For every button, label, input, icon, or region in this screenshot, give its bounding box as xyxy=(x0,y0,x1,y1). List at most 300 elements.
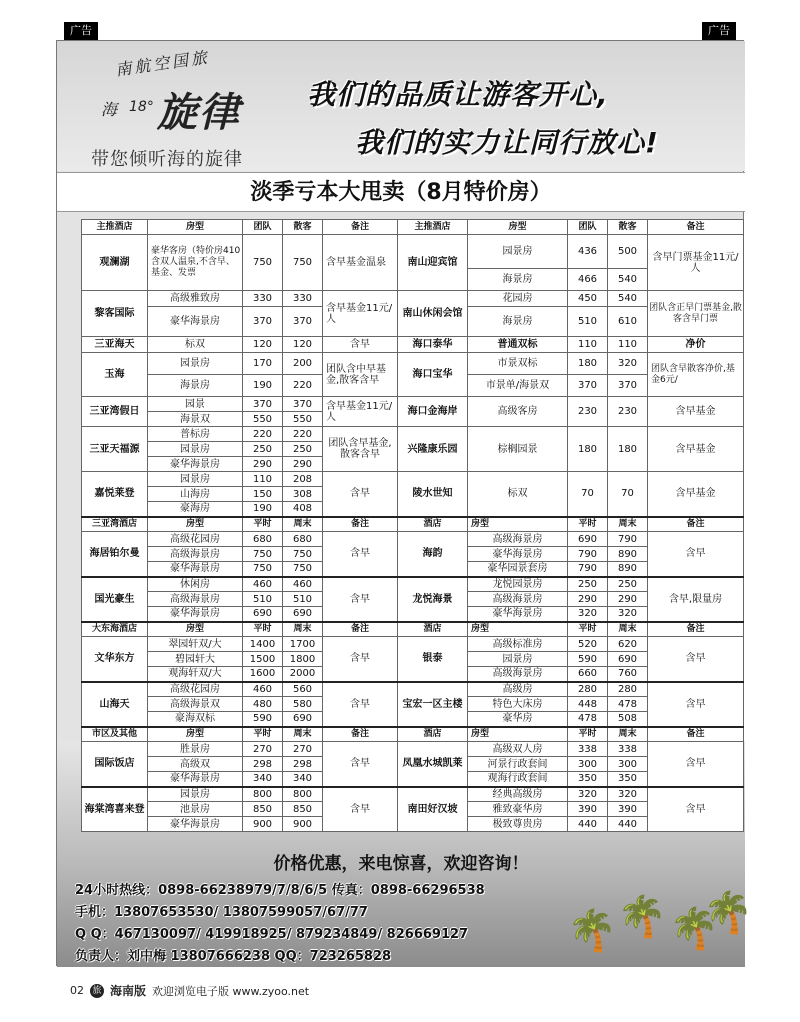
header-cell: 周末 xyxy=(283,727,323,742)
price: 690 xyxy=(283,712,323,727)
note: 含早,限量房 xyxy=(648,577,744,622)
room-type: 豪华海景房 xyxy=(148,772,243,787)
price: 370 xyxy=(243,307,283,337)
room-type: 园景房 xyxy=(468,652,568,667)
header-cell: 备注 xyxy=(323,220,398,235)
price: 350 xyxy=(608,772,648,787)
price: 590 xyxy=(568,652,608,667)
note: 含早基金11元/人 xyxy=(323,397,398,427)
table-row xyxy=(82,397,744,412)
room-type: 高级海景双 xyxy=(148,697,243,712)
room-type: 经典高级房 xyxy=(468,787,568,802)
price: 110 xyxy=(608,337,648,353)
table-row xyxy=(82,472,744,487)
hotel-name: 嘉悦莱登 xyxy=(82,472,148,517)
note: 含早 xyxy=(648,742,744,787)
header-cell: 周末 xyxy=(608,517,648,532)
header-cell: 散客 xyxy=(283,220,323,235)
room-type: 海景房 xyxy=(468,307,568,337)
hotel-name: 三亚湾假日 xyxy=(82,397,148,427)
header-cell: 平时 xyxy=(243,622,283,637)
note: 含早 xyxy=(648,787,744,832)
hotel-name: 南田好汉坡 xyxy=(398,787,468,832)
page-number: 02 xyxy=(70,984,84,997)
header-cell: 备注 xyxy=(323,517,398,532)
room-type: 翠园轩双/大 xyxy=(148,637,243,652)
header-cell: 平时 xyxy=(568,727,608,742)
hotel-name: 陵水世知 xyxy=(398,472,468,517)
room-type: 普标房 xyxy=(148,427,243,442)
price: 508 xyxy=(608,712,648,727)
price: 340 xyxy=(283,772,323,787)
header-cell: 主推酒店 xyxy=(398,220,468,235)
room-type: 园景 xyxy=(148,397,243,412)
header-cell: 备注 xyxy=(323,622,398,637)
price: 370 xyxy=(243,397,283,412)
price: 250 xyxy=(243,442,283,457)
price: 290 xyxy=(608,592,648,607)
room-type: 园景房 xyxy=(148,472,243,487)
hotel-name: 海棠湾喜来登 xyxy=(82,787,148,832)
room-type: 园景房 xyxy=(148,353,243,375)
header-cell: 散客 xyxy=(608,220,648,235)
table-row xyxy=(82,682,744,697)
hotel-name: 国光豪生 xyxy=(82,577,148,622)
hotel-name: 国际饭店 xyxy=(82,742,148,787)
header-cell: 酒店 xyxy=(398,622,468,637)
room-type: 雅致豪华房 xyxy=(468,802,568,817)
room-type: 高级标准房 xyxy=(468,637,568,652)
page-footer xyxy=(70,982,309,999)
header-cell: 备注 xyxy=(648,220,744,235)
price: 790 xyxy=(568,547,608,562)
note: 含早基金 xyxy=(648,472,744,517)
room-type: 观海轩双/大 xyxy=(148,667,243,682)
footer-website-link[interactable]: 欢迎浏览电子版 www.zyoo.net xyxy=(152,984,310,998)
room-type: 高级海景房 xyxy=(468,667,568,682)
price: 308 xyxy=(283,487,323,502)
price: 270 xyxy=(283,742,323,757)
hotel-name: 海口泰华 xyxy=(398,337,468,353)
note: 含早基金11元/人 xyxy=(323,291,398,337)
price: 890 xyxy=(608,547,648,562)
header-cell: 备注 xyxy=(648,622,744,637)
table-row xyxy=(82,577,744,592)
room-type: 豪华客房（特价房410含双人温泉,不含早、基金、发票 xyxy=(148,235,243,291)
hotel-name: 海口金海岸 xyxy=(398,397,468,427)
price: 610 xyxy=(608,307,648,337)
price: 338 xyxy=(568,742,608,757)
price: 460 xyxy=(243,682,283,697)
price: 550 xyxy=(243,412,283,427)
room-type: 豪华海景房 xyxy=(468,547,568,562)
room-type: 高级海景房 xyxy=(148,547,243,562)
contact-hotline: 24小时热线：0898-66238979/7/8/6/5 传真：0898-66296538 xyxy=(75,883,485,898)
price: 110 xyxy=(243,472,283,487)
price: 298 xyxy=(283,757,323,772)
section-header-row xyxy=(82,517,744,532)
price: 320 xyxy=(608,353,648,375)
room-type: 特色大床房 xyxy=(468,697,568,712)
palm-tree-icon: 🌴 xyxy=(669,906,719,952)
room-type: 市景双标 xyxy=(468,353,568,375)
ad-label-right: 广告 xyxy=(702,22,736,40)
room-type: 豪华海景房 xyxy=(468,607,568,622)
price: 220 xyxy=(283,427,323,442)
table-row xyxy=(82,787,744,802)
contact-manager: 负责人：刘中梅 13807666238 QQ：723265828 xyxy=(75,949,392,964)
hotel-name: 银泰 xyxy=(398,637,468,682)
price: 540 xyxy=(608,269,648,291)
hotel-name: 南山迎宾馆 xyxy=(398,235,468,291)
price: 1700 xyxy=(283,637,323,652)
price: 460 xyxy=(243,577,283,592)
header-cell: 平时 xyxy=(568,622,608,637)
note: 净价 xyxy=(648,337,744,353)
price: 300 xyxy=(608,757,648,772)
price: 320 xyxy=(568,787,608,802)
note: 团队含早基金,散客含早 xyxy=(323,427,398,472)
header-cell: 酒店 xyxy=(398,727,468,742)
price: 110 xyxy=(568,337,608,353)
room-type: 豪华房 xyxy=(468,712,568,727)
header-cell: 备注 xyxy=(648,727,744,742)
header-cell: 周末 xyxy=(608,727,648,742)
price: 370 xyxy=(568,375,608,397)
room-type: 碧园轩大 xyxy=(148,652,243,667)
room-type: 棕榈园景 xyxy=(468,427,568,472)
room-type: 豪海双标 xyxy=(148,712,243,727)
price: 170 xyxy=(243,353,283,375)
price: 800 xyxy=(243,787,283,802)
room-type: 市景单/海景双 xyxy=(468,375,568,397)
table-row xyxy=(82,427,744,442)
header-cell: 备注 xyxy=(648,517,744,532)
room-type: 高级花园房 xyxy=(148,532,243,547)
price: 330 xyxy=(243,291,283,307)
price: 280 xyxy=(608,682,648,697)
price: 120 xyxy=(243,337,283,353)
price: 590 xyxy=(243,712,283,727)
room-type: 高级双 xyxy=(148,757,243,772)
price: 510 xyxy=(568,307,608,337)
room-type: 豪华海景房 xyxy=(148,562,243,577)
price: 850 xyxy=(283,802,323,817)
price: 660 xyxy=(568,667,608,682)
price: 890 xyxy=(608,562,648,577)
price: 680 xyxy=(243,532,283,547)
price: 340 xyxy=(243,772,283,787)
ad-label-left: 广告 xyxy=(64,22,98,40)
note: 含早 xyxy=(648,532,744,577)
room-type: 园景房 xyxy=(468,235,568,269)
price: 450 xyxy=(568,291,608,307)
room-type: 海景房 xyxy=(468,269,568,291)
slogan-quality: 我们的品质让游客开心, xyxy=(307,78,609,111)
hotel-name: 龙悦海景 xyxy=(398,577,468,622)
edition-name: 海南版 xyxy=(110,984,147,998)
price: 500 xyxy=(608,235,648,269)
note: 含早基金 xyxy=(648,427,744,472)
note: 含早 xyxy=(648,637,744,682)
header-cell: 周末 xyxy=(283,517,323,532)
room-type: 休闲房 xyxy=(148,577,243,592)
price: 478 xyxy=(568,712,608,727)
header-cell: 平时 xyxy=(243,727,283,742)
price: 680 xyxy=(283,532,323,547)
header-cell: 房型 xyxy=(148,517,243,532)
header-cell: 房型 xyxy=(148,220,243,235)
hotel-name: 海口宝华 xyxy=(398,353,468,397)
table-row xyxy=(82,637,744,652)
price: 448 xyxy=(568,697,608,712)
hotel-name: 观澜湖 xyxy=(82,235,148,291)
price: 750 xyxy=(283,547,323,562)
price: 2000 xyxy=(283,667,323,682)
hotel-price-table xyxy=(81,219,744,832)
price: 560 xyxy=(283,682,323,697)
table-row xyxy=(82,291,744,307)
price: 790 xyxy=(568,562,608,577)
price: 440 xyxy=(608,817,648,832)
note: 团队含正早门票基金,散客含早门票 xyxy=(648,291,744,337)
header-cell: 平时 xyxy=(243,517,283,532)
room-type: 标双 xyxy=(148,337,243,353)
room-type: 豪华海景房 xyxy=(148,607,243,622)
note: 含早 xyxy=(323,577,398,622)
price: 750 xyxy=(283,562,323,577)
hotel-name: 南山休闲会馆 xyxy=(398,291,468,337)
note: 含早 xyxy=(323,787,398,832)
logo-tagline: 带您倾听海的旋律 xyxy=(91,149,243,170)
room-type: 胜景房 xyxy=(148,742,243,757)
contact-qq: Q Q：467130097/ 419918925/ 879234849/ 826669127 xyxy=(75,927,469,942)
price: 280 xyxy=(568,682,608,697)
header-cell: 团队 xyxy=(568,220,608,235)
price: 690 xyxy=(283,607,323,622)
price: 510 xyxy=(243,592,283,607)
room-type: 豪华海景房 xyxy=(148,307,243,337)
price: 220 xyxy=(283,375,323,397)
hotel-name: 凤凰水城凯莱 xyxy=(398,742,468,787)
price: 466 xyxy=(568,269,608,291)
price: 320 xyxy=(608,607,648,622)
price: 1600 xyxy=(243,667,283,682)
header-cell: 团队 xyxy=(243,220,283,235)
header-cell: 酒店 xyxy=(398,517,468,532)
header-cell: 主推酒店 xyxy=(82,220,148,235)
price: 190 xyxy=(243,375,283,397)
table-row xyxy=(82,337,744,353)
header-cell: 房型 xyxy=(468,517,568,532)
room-type: 高级花园房 xyxy=(148,682,243,697)
header-cell: 房型 xyxy=(468,220,568,235)
price: 478 xyxy=(608,697,648,712)
note: 含早基金 xyxy=(648,397,744,427)
contact-mobile: 手机：13807653530/ 13807599057/67/77 xyxy=(75,905,368,920)
note: 团队含早散客净价,基金6元/ xyxy=(648,353,744,397)
room-type: 标双 xyxy=(468,472,568,517)
room-type: 园景房 xyxy=(148,787,243,802)
price: 540 xyxy=(608,291,648,307)
promo-title: 淡季亏本大甩卖（8月特价房） xyxy=(57,172,745,212)
note: 团队含中早基金,散客含早 xyxy=(323,353,398,397)
price: 370 xyxy=(283,397,323,412)
ad-frame xyxy=(56,40,753,966)
price: 200 xyxy=(283,353,323,375)
room-type: 高级海景房 xyxy=(148,592,243,607)
price: 320 xyxy=(568,607,608,622)
room-type: 极致尊贵房 xyxy=(468,817,568,832)
price: 180 xyxy=(568,353,608,375)
price: 1800 xyxy=(283,652,323,667)
room-type: 池景房 xyxy=(148,802,243,817)
price: 790 xyxy=(608,532,648,547)
price: 850 xyxy=(243,802,283,817)
room-type: 高级房 xyxy=(468,682,568,697)
palm-tree-icon: 🌴 xyxy=(617,894,667,940)
header-cell: 房型 xyxy=(468,622,568,637)
header-band xyxy=(57,41,745,171)
note: 含早 xyxy=(323,472,398,517)
price: 250 xyxy=(283,442,323,457)
price: 370 xyxy=(283,307,323,337)
room-type: 花园房 xyxy=(468,291,568,307)
price: 300 xyxy=(568,757,608,772)
palm-tree-icon: 🌴 xyxy=(703,890,753,936)
hotel-name: 三亚天福源 xyxy=(82,427,148,472)
header-cell: 房型 xyxy=(148,727,243,742)
table-header-row xyxy=(82,220,744,235)
price: 330 xyxy=(283,291,323,307)
header-cell: 平时 xyxy=(568,517,608,532)
price: 70 xyxy=(608,472,648,517)
price: 180 xyxy=(568,427,608,472)
header-cell: 备注 xyxy=(323,727,398,742)
table-row xyxy=(82,742,744,757)
header-cell: 房型 xyxy=(468,727,568,742)
price: 190 xyxy=(243,502,283,517)
room-type: 豪华海景房 xyxy=(148,457,243,472)
price: 510 xyxy=(283,592,323,607)
price: 690 xyxy=(608,652,648,667)
room-type: 豪海房 xyxy=(148,502,243,517)
note: 含早基金温泉 xyxy=(323,235,398,291)
price: 1400 xyxy=(243,637,283,652)
price: 290 xyxy=(568,592,608,607)
table-row xyxy=(82,532,744,547)
price: 290 xyxy=(283,457,323,472)
price: 690 xyxy=(243,607,283,622)
price: 150 xyxy=(243,487,283,502)
hotel-name: 黎客国际 xyxy=(82,291,148,337)
price: 230 xyxy=(608,397,648,427)
hotel-name: 海韵 xyxy=(398,532,468,577)
header-cell: 周末 xyxy=(608,622,648,637)
note: 含早 xyxy=(323,742,398,787)
header-cell: 市区及其他 xyxy=(82,727,148,742)
price: 320 xyxy=(608,787,648,802)
price: 1500 xyxy=(243,652,283,667)
price: 120 xyxy=(283,337,323,353)
price: 250 xyxy=(608,577,648,592)
price: 520 xyxy=(568,637,608,652)
room-type: 海景房 xyxy=(148,375,243,397)
price: 580 xyxy=(283,697,323,712)
hotel-name: 玉海 xyxy=(82,353,148,397)
price: 480 xyxy=(243,697,283,712)
section-header-row xyxy=(82,622,744,637)
room-type: 园景房 xyxy=(148,442,243,457)
call-to-action: 价格优惠，来电惊喜，欢迎咨询！ xyxy=(273,854,529,874)
price: 750 xyxy=(283,235,323,291)
price: 338 xyxy=(608,742,648,757)
price: 900 xyxy=(243,817,283,832)
table-row xyxy=(82,235,744,269)
palm-tree-icon: 🌴 xyxy=(567,908,617,954)
room-type: 高级雅致房 xyxy=(148,291,243,307)
note: 含早 xyxy=(323,682,398,727)
price: 350 xyxy=(568,772,608,787)
hotel-name: 山海天 xyxy=(82,682,148,727)
logo-number: 18° xyxy=(129,99,154,115)
price: 440 xyxy=(568,817,608,832)
header-cell: 大东海酒店 xyxy=(82,622,148,637)
room-type: 豪华园景套房 xyxy=(468,562,568,577)
price: 250 xyxy=(568,577,608,592)
price: 290 xyxy=(243,457,283,472)
price: 550 xyxy=(283,412,323,427)
note: 含早 xyxy=(323,337,398,353)
price: 750 xyxy=(243,562,283,577)
room-type: 高级双人房 xyxy=(468,742,568,757)
price: 298 xyxy=(243,757,283,772)
price: 436 xyxy=(568,235,608,269)
room-type: 豪华海景房 xyxy=(148,817,243,832)
price: 460 xyxy=(283,577,323,592)
price: 390 xyxy=(608,802,648,817)
price: 70 xyxy=(568,472,608,517)
hotel-name: 三亚海天 xyxy=(82,337,148,353)
room-type: 海景双 xyxy=(148,412,243,427)
price: 230 xyxy=(568,397,608,427)
price: 900 xyxy=(283,817,323,832)
room-type: 普通双标 xyxy=(468,337,568,353)
section-header-row xyxy=(82,727,744,742)
room-type: 高级海景房 xyxy=(468,592,568,607)
note: 含早 xyxy=(323,532,398,577)
hotel-name: 文华东方 xyxy=(82,637,148,682)
price: 220 xyxy=(243,427,283,442)
note: 含早 xyxy=(323,637,398,682)
logo-agency-name: 南航空国旅 xyxy=(114,47,212,80)
hotel-name: 宝宏一区主楼 xyxy=(398,682,468,727)
price: 370 xyxy=(608,375,648,397)
room-type: 龙悦园景房 xyxy=(468,577,568,592)
price: 760 xyxy=(608,667,648,682)
price: 208 xyxy=(283,472,323,487)
hotel-name: 海居铂尔曼 xyxy=(82,532,148,577)
price: 750 xyxy=(243,235,283,291)
hotel-name: 兴隆康乐园 xyxy=(398,427,468,472)
price: 750 xyxy=(243,547,283,562)
header-cell: 三亚湾酒店 xyxy=(82,517,148,532)
logo-main-text: 旋律 xyxy=(157,89,241,136)
logo-left-char: 海 xyxy=(101,100,118,119)
header-cell: 周末 xyxy=(283,622,323,637)
price: 408 xyxy=(283,502,323,517)
note: 含早门票基金11元/人 xyxy=(648,235,744,291)
